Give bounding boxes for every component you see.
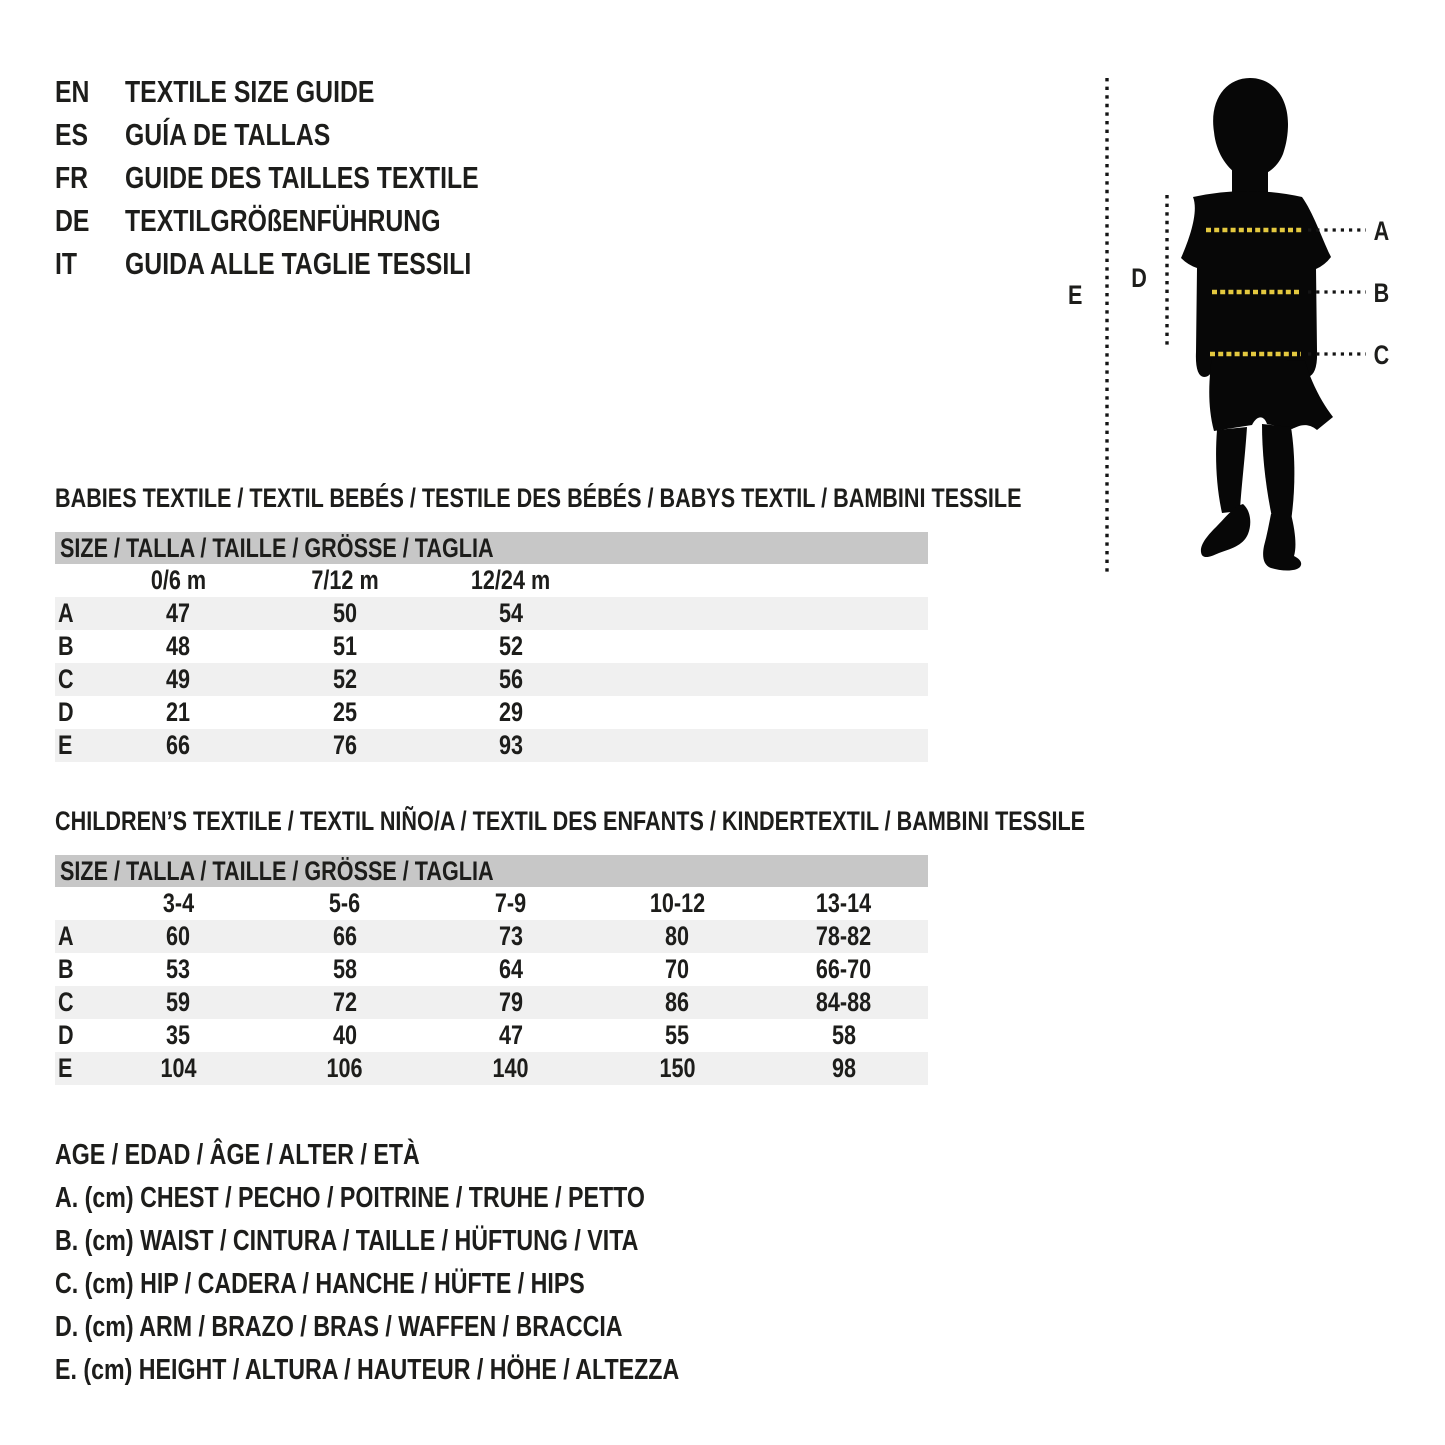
lang-code-text: EN [55, 73, 90, 109]
row-label-text: C [58, 664, 74, 694]
row-label [55, 664, 95, 695]
cell-text: 73 [498, 921, 523, 951]
table-cell [95, 954, 261, 985]
childrens-column-header-row [55, 887, 928, 920]
cell-text: 58 [332, 954, 357, 984]
cell-text: 70 [665, 954, 690, 984]
table-cell [428, 954, 594, 985]
table-cell [594, 1020, 760, 1051]
guide-title-en: TEXTILE SIZE GUIDE [125, 73, 375, 109]
babies-size-header-bar [55, 532, 928, 564]
table-cell [95, 1020, 261, 1051]
legend-line-height [55, 1349, 835, 1392]
legend-line-chest [55, 1177, 835, 1220]
silhouette-torso [1181, 191, 1331, 377]
legend-line-age [55, 1134, 835, 1177]
table-cell [95, 987, 261, 1018]
cell-text: 86 [665, 987, 690, 1017]
table-cell [761, 1020, 927, 1051]
row-label [55, 598, 95, 629]
label-B: B [1373, 278, 1390, 309]
cell-text: 49 [166, 664, 191, 694]
row-label-text: D [58, 697, 74, 727]
column-header [761, 888, 927, 919]
cell-text: 84-88 [816, 987, 872, 1017]
cell-text: 40 [332, 1020, 357, 1050]
cell-text: 76 [332, 730, 357, 760]
column-header-text: 10-12 [649, 888, 705, 918]
cell-text: 66 [166, 730, 191, 760]
cell-text: 59 [166, 987, 191, 1017]
lang-code-en [55, 74, 125, 110]
cell-text: 48 [166, 631, 191, 661]
cell-text: 53 [166, 954, 191, 984]
legend-text: B. (cm) WAIST / CINTURA / TAILLE / HÜFTUNG / VITA [55, 1225, 639, 1257]
row-label-text: C [58, 987, 74, 1017]
table-cell [428, 697, 594, 728]
column-header-text: 7-9 [495, 888, 527, 918]
cell-text: 66 [332, 921, 357, 951]
row-label-text: E [58, 1053, 73, 1083]
cell-text: 52 [498, 631, 523, 661]
label-C: C [1373, 340, 1390, 371]
lang-code-de [55, 203, 125, 239]
babies-title-text: BABIES TEXTILE / TEXTIL BEBÉS / TESTILE DES BÉBÉS / BABYS TEXTIL / BAMBINI TESSILE [55, 482, 1022, 513]
legend-line-waist [55, 1220, 835, 1263]
cell-text: 66-70 [816, 954, 872, 984]
table-cell [428, 1020, 594, 1051]
column-header [261, 565, 427, 596]
lang-code-text: FR [55, 159, 89, 195]
cell-text: 21 [166, 697, 191, 727]
legend-text: C. (cm) HIP / CADERA / HANCHE / HÜFTE / HIPS [55, 1268, 585, 1300]
table-cell [428, 987, 594, 1018]
table-cell [261, 987, 427, 1018]
row-label-text: A [58, 921, 74, 951]
row-label [55, 954, 95, 985]
label-E: E [1068, 280, 1083, 311]
cell-text: 51 [332, 631, 357, 661]
table-cell [594, 954, 760, 985]
row-label-text: D [58, 1020, 74, 1050]
table-cell [761, 987, 927, 1018]
table-row [55, 696, 928, 729]
row-label [55, 1053, 95, 1084]
table-row [55, 986, 928, 1019]
table-cell [428, 664, 594, 695]
row-label [55, 730, 95, 761]
legend-line-hip [55, 1263, 835, 1306]
childrens-size-header-bar [55, 855, 928, 887]
legend-text: D. (cm) ARM / BRAZO / BRAS / WAFFEN / BRACCIA [55, 1311, 623, 1343]
lang-code-it [55, 246, 125, 282]
language-title-block [55, 70, 567, 285]
cell-text: 55 [665, 1020, 690, 1050]
table-row [55, 920, 928, 953]
table-cell [261, 697, 427, 728]
label-D: D [1131, 263, 1147, 294]
size-header-text: SIZE / TALLA / TAILLE / GRÖSSE / TAGLIA [60, 532, 494, 563]
table-cell [95, 631, 261, 662]
legend-text: AGE / EDAD / ÂGE / ALTER / ETÀ [55, 1139, 420, 1171]
table-cell [428, 921, 594, 952]
cell-text: 47 [498, 1020, 523, 1050]
cell-text: 78-82 [816, 921, 872, 951]
table-cell [428, 598, 594, 629]
silhouette-right-leg [1262, 424, 1294, 522]
guide-title-it: GUIDA ALLE TAGLIE TESSILI [125, 245, 472, 281]
table-row [55, 663, 928, 696]
table-cell [261, 1053, 427, 1084]
cell-text: 150 [659, 1053, 696, 1083]
table-cell [594, 1053, 760, 1084]
cell-text: 54 [498, 598, 523, 628]
lang-row-fr [55, 156, 567, 199]
row-label-text: B [58, 954, 74, 984]
table-cell [594, 921, 760, 952]
row-label [55, 987, 95, 1018]
guide-title-es: GUÍA DE TALLAS [125, 116, 331, 152]
cell-text: 47 [166, 598, 191, 628]
table-cell [261, 598, 427, 629]
table-row [55, 597, 928, 630]
column-header-text: 13-14 [816, 888, 872, 918]
table-cell [428, 730, 594, 761]
row-label [55, 697, 95, 728]
lang-code-text: IT [55, 245, 78, 281]
table-cell [95, 598, 261, 629]
column-header-text: 0/6 m [150, 565, 206, 595]
table-row [55, 630, 928, 663]
row-label [55, 631, 95, 662]
column-header-text: 5-6 [328, 888, 361, 918]
row-label [55, 1020, 95, 1051]
column-header [428, 565, 594, 596]
table-cell [428, 631, 594, 662]
row-label-text: B [58, 631, 74, 661]
cell-text: 52 [332, 664, 357, 694]
lang-row-es [55, 113, 567, 156]
table-cell [761, 921, 927, 952]
table-cell [95, 664, 261, 695]
table-row [55, 1019, 928, 1052]
cell-text: 72 [332, 987, 357, 1017]
table-cell [261, 730, 427, 761]
legend-text: E. (cm) HEIGHT / ALTURA / HAUTEUR / HÖHE / ALTEZZA [55, 1354, 680, 1386]
cell-text: 104 [160, 1053, 197, 1083]
cell-text: 93 [498, 730, 523, 760]
measurement-legend [55, 1134, 835, 1392]
column-header [261, 888, 427, 919]
table-cell [95, 730, 261, 761]
legend-text: A. (cm) CHEST / PECHO / POITRINE / TRUHE / PETTO [55, 1182, 645, 1214]
column-header-text: 7/12 m [310, 565, 379, 595]
cell-text: 140 [492, 1053, 529, 1083]
lang-code-text: ES [55, 116, 89, 152]
cell-text: 64 [498, 954, 523, 984]
table-cell [261, 921, 427, 952]
row-label-text: A [58, 598, 74, 628]
guide-title-fr: GUIDE DES TAILLES TEXTILE [125, 159, 479, 195]
column-header [428, 888, 594, 919]
lang-row-it [55, 242, 567, 285]
lang-code-fr [55, 160, 125, 196]
column-header-text: 3-4 [162, 888, 194, 918]
childrens-table-title [55, 806, 1343, 836]
cell-text: 106 [326, 1053, 363, 1083]
cell-text: 98 [831, 1053, 856, 1083]
babies-table-title [55, 483, 1263, 513]
babies-size-table [55, 532, 928, 762]
table-cell [428, 1053, 594, 1084]
column-header [95, 565, 261, 596]
guide-title-de: TEXTILGRÖßENFÜHRUNG [125, 202, 441, 238]
column-header [594, 888, 760, 919]
table-cell [95, 697, 261, 728]
table-cell [261, 631, 427, 662]
lang-code-es [55, 117, 125, 153]
cell-text: 29 [498, 697, 523, 727]
lang-code-text: DE [55, 202, 90, 238]
table-row [55, 729, 928, 762]
lang-row-en [55, 70, 567, 113]
childrens-size-table [55, 855, 928, 1085]
column-header-text: 12/24 m [471, 565, 551, 595]
table-cell [761, 1053, 927, 1084]
cell-text: 58 [831, 1020, 856, 1050]
table-row [55, 953, 928, 986]
table-cell [761, 954, 927, 985]
cell-text: 79 [498, 987, 523, 1017]
table-cell [261, 1020, 427, 1051]
table-cell [261, 664, 427, 695]
legend-line-arm [55, 1306, 835, 1349]
label-A: A [1373, 216, 1390, 247]
table-cell [261, 954, 427, 985]
column-header [95, 888, 261, 919]
cell-text: 25 [332, 697, 357, 727]
silhouette-right-shoe [1263, 514, 1301, 571]
cell-text: 80 [665, 921, 690, 951]
table-cell [95, 921, 261, 952]
row-label [55, 921, 95, 952]
childrens-title-text: CHILDREN’S TEXTILE / TEXTIL NIÑO/A / TEXTIL DES ENFANTS / KINDERTEXTIL / BAMBINI TESSILE [55, 805, 1086, 836]
size-header-text: SIZE / TALLA / TAILLE / GRÖSSE / TAGLIA [60, 855, 494, 886]
row-label-text: E [58, 730, 73, 760]
lang-row-de [55, 199, 567, 242]
cell-text: 50 [332, 598, 357, 628]
cell-text: 35 [166, 1020, 191, 1050]
table-row [55, 1052, 928, 1085]
cell-text: 60 [166, 921, 191, 951]
babies-column-header-row [55, 564, 928, 597]
table-cell [95, 1053, 261, 1084]
table-cell [594, 987, 760, 1018]
cell-text: 56 [498, 664, 523, 694]
